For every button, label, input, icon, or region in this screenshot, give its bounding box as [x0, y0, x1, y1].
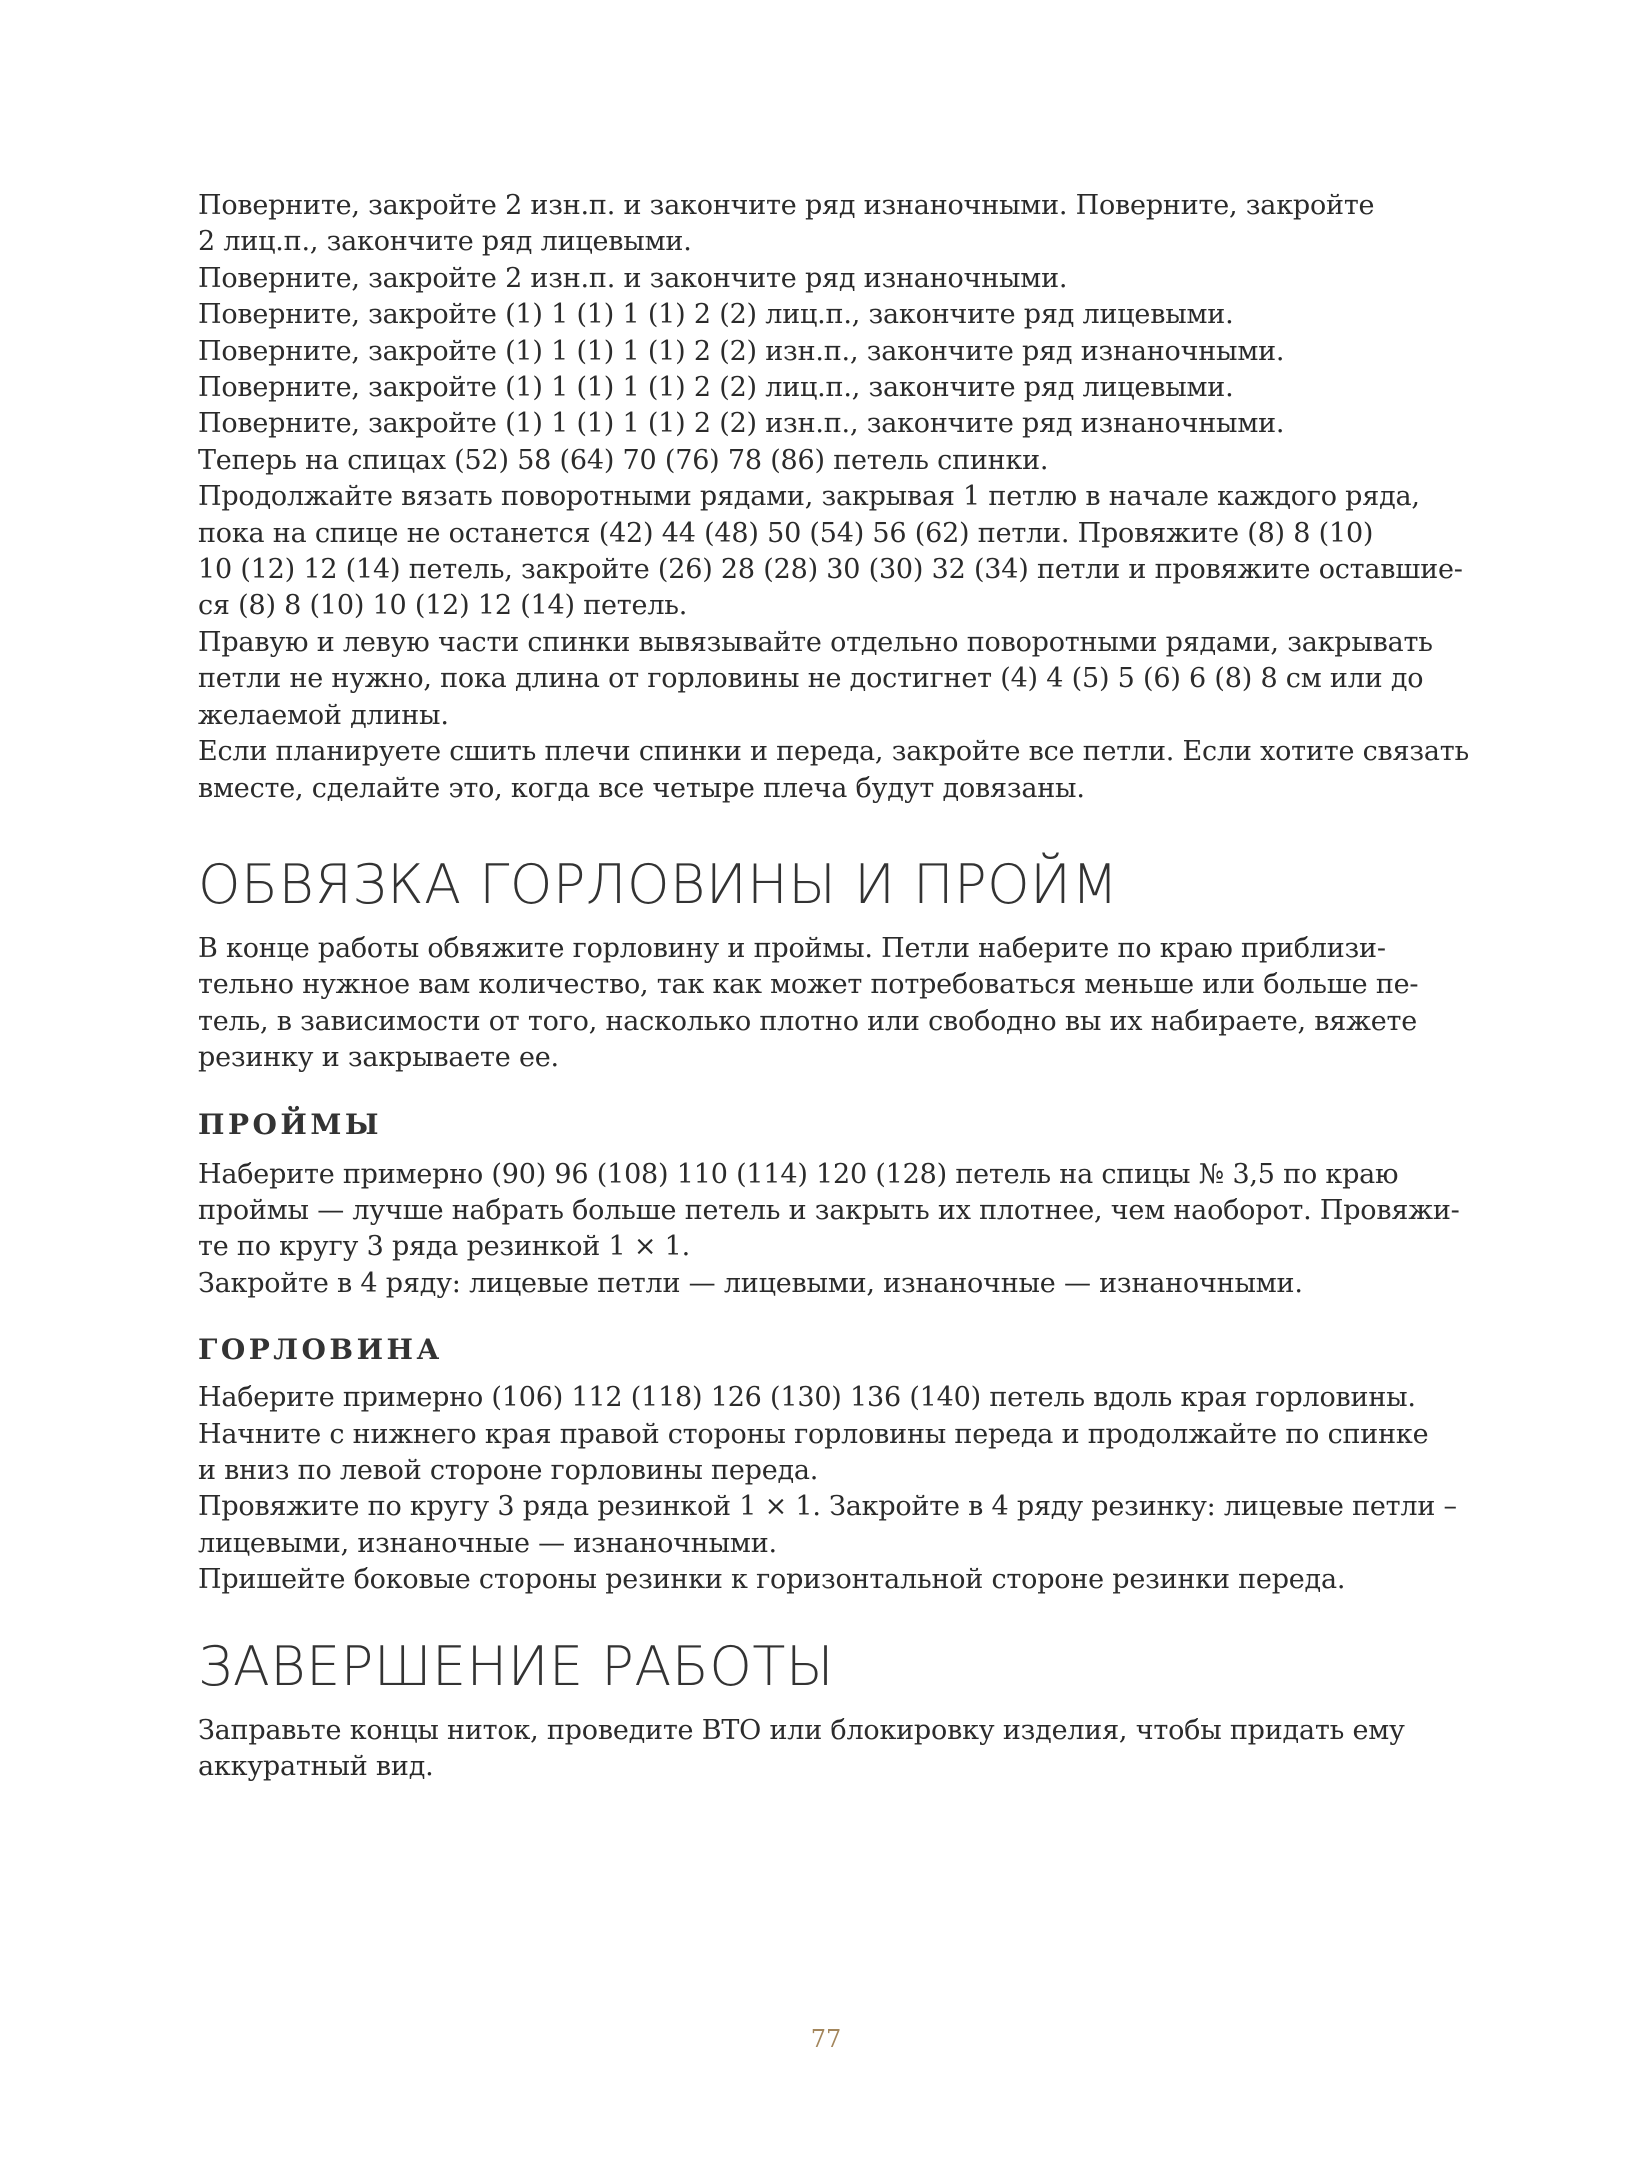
text-line: Если планируете сшить плечи спинки и переда, закройте все петли. Если хотите связать [198, 736, 1470, 768]
armholes-paragraph [198, 1157, 1460, 1303]
text-line: Начните с нижнего края правой стороны горловины переда и продолжайте по спинке [198, 1418, 1429, 1450]
text-line: Закройте в 4 ряду: лицевые петли — лицевыми, изнаночные — изнаночными. [198, 1267, 1303, 1299]
finish-paragraph [198, 1713, 1450, 1786]
text-line: Поверните, закройте (1) 1 (1) 1 (1) 2 (2) изн.п., закончите ряд изнаночными. [198, 335, 1285, 367]
text-line: Заправьте концы ниток, проведите ВТО или блокировку изделия, чтобы придать ему [198, 1714, 1405, 1746]
text-line: Провяжите по кругу 3 ряда резинкой 1 × 1. Закройте в 4 ряду резинку: лицевые петли – [198, 1491, 1457, 1523]
subsection-heading-collar: ГОРЛОВИНА [198, 1333, 443, 1367]
text-line: петли не нужно, пока длина от горловины не достигнет (4) 4 (5) 5 (6) 6 (8) 8 см или до [198, 663, 1424, 695]
text-line: проймы — лучше набрать больше петель и закрыть их плотнее, чем наоборот. Провяжи- [198, 1194, 1460, 1226]
text-line: те по кругу 3 ряда резинкой 1 × 1. [198, 1231, 690, 1263]
section-heading-neckline: ОБВЯЗКА ГОРЛОВИНЫ И ПРОЙМ [198, 852, 1119, 916]
text-line: Наберите примерно (106) 112 (118) 126 (130) 136 (140) петель вдоль края горловины. [198, 1382, 1416, 1414]
text-line: и вниз по левой стороне горловины переда. [198, 1454, 819, 1486]
text-line: Поверните, закройте (1) 1 (1) 1 (1) 2 (2) изн.п., закончите ряд изнаночными. [198, 408, 1285, 440]
text-line: 2 лиц.п., закончите ряд лицевыми. [198, 226, 692, 258]
text-line: аккуратный вид. [198, 1751, 434, 1782]
text-line: резинку и закрываете ее. [198, 1042, 559, 1074]
text-line: тельно нужное вам количество, так как может потребоваться меньше или больше пе- [198, 969, 1419, 1001]
text-line: Поверните, закройте 2 изн.п. и закончите ряд изнаночными. [198, 262, 1068, 294]
text-line: пока на спице не останется (42) 44 (48) 50 (54) 56 (62) петли. Провяжите (8) 8 (10) [198, 517, 1374, 549]
text-line: лицевыми, изнаночные — изнаночными. [198, 1527, 777, 1559]
text-line: ся (8) 8 (10) 10 (12) 12 (14) петель. [198, 590, 688, 622]
neckline-paragraph [198, 931, 1450, 1077]
intro-paragraph [198, 188, 1470, 807]
text-line: 10 (12) 12 (14) петель, закройте (26) 28 (28) 30 (30) 32 (34) петли и провяжите оставшие- [198, 554, 1463, 586]
collar-paragraph [198, 1380, 1457, 1598]
subsection-heading-armholes: ПРОЙМЫ [198, 1107, 382, 1141]
page-content [198, 188, 1470, 1785]
text-line: Поверните, закройте 2 изн.п. и закончите ряд изнаночными. Поверните, закройте [198, 190, 1375, 221]
text-line: Продолжайте вязать поворотными рядами, закрывая 1 петлю в начале каждого ряда, [198, 481, 1420, 513]
text-line: вместе, сделайте это, когда все четыре плеча будут довязаны. [198, 772, 1085, 804]
text-line: тель, в зависимости от того, насколько плотно или свободно вы их набираете, вяжете [198, 1005, 1418, 1037]
text-line: Поверните, закройте (1) 1 (1) 1 (1) 2 (2) лиц.п., закончите ряд лицевыми. [198, 299, 1234, 331]
page-number: 77 [810, 2025, 842, 2053]
text-line: Теперь на спицах (52) 58 (64) 70 (76) 78 (86) петель спинки. [198, 444, 1049, 476]
section-heading-finish: ЗАВЕРШЕНИЕ РАБОТЫ [198, 1634, 834, 1698]
text-line: Пришейте боковые стороны резинки к горизонтальной стороне резинки переда. [198, 1564, 1346, 1596]
text-line: желаемой длины. [198, 699, 449, 731]
text-line: Правую и левую части спинки вывязывайте отдельно поворотными рядами, закрывать [198, 626, 1433, 658]
text-line: Поверните, закройте (1) 1 (1) 1 (1) 2 (2) лиц.п., закончите ряд лицевыми. [198, 372, 1234, 404]
text-line: В конце работы обвяжите горловину и проймы. Петли наберите по краю приблизи- [198, 932, 1386, 964]
text-line: Наберите примерно (90) 96 (108) 110 (114) 120 (128) петель на спицы № 3,5 по краю [198, 1158, 1399, 1190]
